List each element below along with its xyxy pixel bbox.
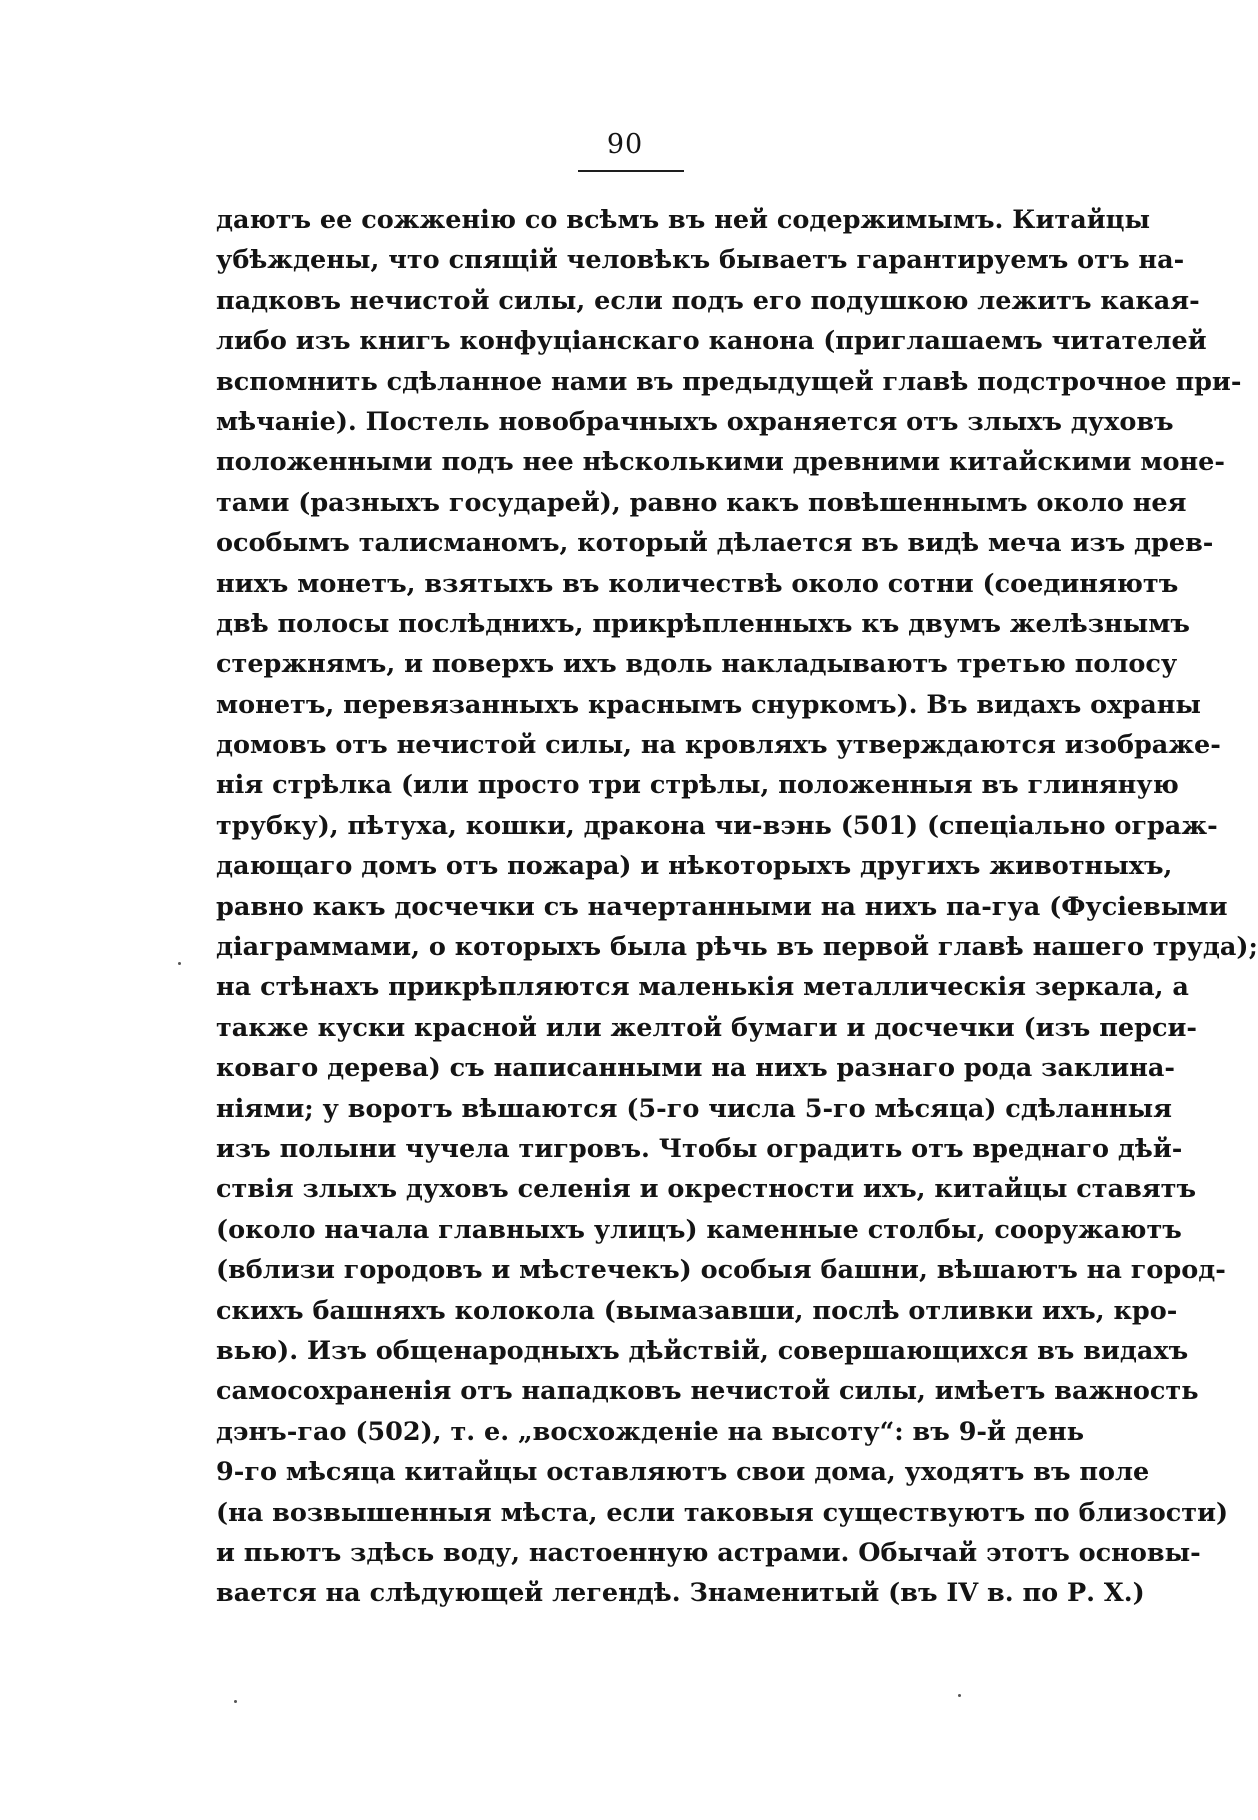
page-number-rule	[578, 170, 684, 172]
text-line: самосохраненія отъ нападковъ нечистой силы, имѣетъ важность	[216, 1376, 1199, 1407]
text-line: вается на слѣдующей легендѣ. Знаменитый (въ IV в. по Р. Х.)	[216, 1578, 1145, 1609]
text-line: ніями; у воротъ вѣшаются (5-го числа 5-го мѣсяца) сдѣланныя	[216, 1093, 1172, 1124]
text-line: (вблизи городовъ и мѣстечекъ) особыя башни, вѣшаютъ на город-	[216, 1255, 1226, 1286]
text-line: изъ полыни чучела тигровъ. Чтобы оградить отъ вреднаго дѣй-	[216, 1133, 1183, 1164]
text-line: 9-го мѣсяца китайцы оставляютъ свои дома, уходятъ въ поле	[216, 1457, 1150, 1488]
text-line: вью). Изъ общенародныхъ дѣйствій, совершающихся въ видахъ	[216, 1335, 1189, 1366]
text-line: положенными подъ нее нѣсколькими древними китайскими моне-	[216, 447, 1225, 478]
text-line: вспомнить сдѣланное нами въ предыдущей главѣ подстрочное при-	[216, 366, 1242, 397]
text-line: ствія злыхъ духовъ селенія и окрестности ихъ, китайцы ставятъ	[216, 1174, 1197, 1205]
text-line: коваго дерева) съ написанными на нихъ разнаго рода заклина-	[216, 1053, 1175, 1084]
body-text	[216, 200, 1258, 1614]
text-line: тами (разныхъ государей), равно какъ повѣшеннымъ около нея	[216, 487, 1187, 518]
text-line: мѣчаніе). Постель новобрачныхъ охраняется отъ злыхъ духовъ	[216, 406, 1174, 437]
text-line: (около начала главныхъ улицъ) каменные столбы, сооружаютъ	[216, 1214, 1182, 1245]
text-line: стержнямъ, и поверхъ ихъ вдоль накладываютъ третью полосу	[216, 649, 1178, 680]
text-line: либо изъ книгъ конфуціанскаго канона (приглашаемъ читателей	[216, 326, 1207, 357]
text-line: падковъ нечистой силы, если подъ его подушкою лежитъ какая-	[216, 285, 1200, 316]
text-line: домовъ отъ нечистой силы, на кровляхъ утверждаются изображе-	[216, 730, 1221, 761]
text-line: трубку), пѣтуха, кошки, дракона чи-вэнь (501) (спеціально ограж-	[216, 810, 1218, 841]
text-line: особымъ талисманомъ, который дѣлается въ видѣ меча изъ древ-	[216, 528, 1214, 559]
scan-speck	[178, 962, 181, 965]
scan-speck	[958, 1694, 961, 1697]
text-line: даютъ ее сожженію со всѣмъ въ ней содержимымъ. Китайцы	[216, 205, 1151, 235]
text-line: скихъ башняхъ колокола (вымазавши, послѣ отливки ихъ, кро-	[216, 1295, 1178, 1326]
text-line: дэнъ-гао (502), т. е. „восхожденіе на высоту“: въ 9-й день	[216, 1416, 1084, 1447]
text-line: дающаго домъ отъ пожара) и нѣкоторыхъ другихъ животныхъ,	[216, 851, 1173, 882]
text-line: на стѣнахъ прикрѣпляются маленькія металлическія зеркала, а	[216, 972, 1189, 1003]
text-line: монетъ, перевязанныхъ краснымъ снуркомъ). Въ видахъ охраны	[216, 689, 1201, 720]
text-line: діаграммами, о которыхъ была рѣчь въ первой главѣ нашего труда);	[216, 932, 1258, 963]
text-line: и пьютъ здѣсь воду, настоенную астрами. Обычай этотъ основы-	[216, 1537, 1201, 1568]
text-line: убѣждены, что спящій человѣкъ бываетъ гарантируемъ отъ на-	[216, 245, 1185, 276]
text-line: также куски красной или желтой бумаги и досчечки (изъ перси-	[216, 1012, 1197, 1043]
text-line: двѣ полосы послѣднихъ, прикрѣпленныхъ къ двумъ желѣзнымъ	[216, 608, 1190, 639]
text-line: нихъ монетъ, взятыхъ въ количествѣ около сотни (соединяютъ	[216, 568, 1179, 599]
text-line: равно какъ досчечки съ начертанными на нихъ па-гуа (Фусіевыми	[216, 891, 1228, 922]
text-line: нія стрѣлка (или просто три стрѣлы, положенныя въ глиняную	[216, 770, 1179, 801]
page-number: 90	[606, 129, 644, 160]
text-line: (на возвышенныя мѣста, если таковыя существуютъ по близости)	[216, 1497, 1229, 1528]
scan-speck	[234, 1700, 237, 1703]
